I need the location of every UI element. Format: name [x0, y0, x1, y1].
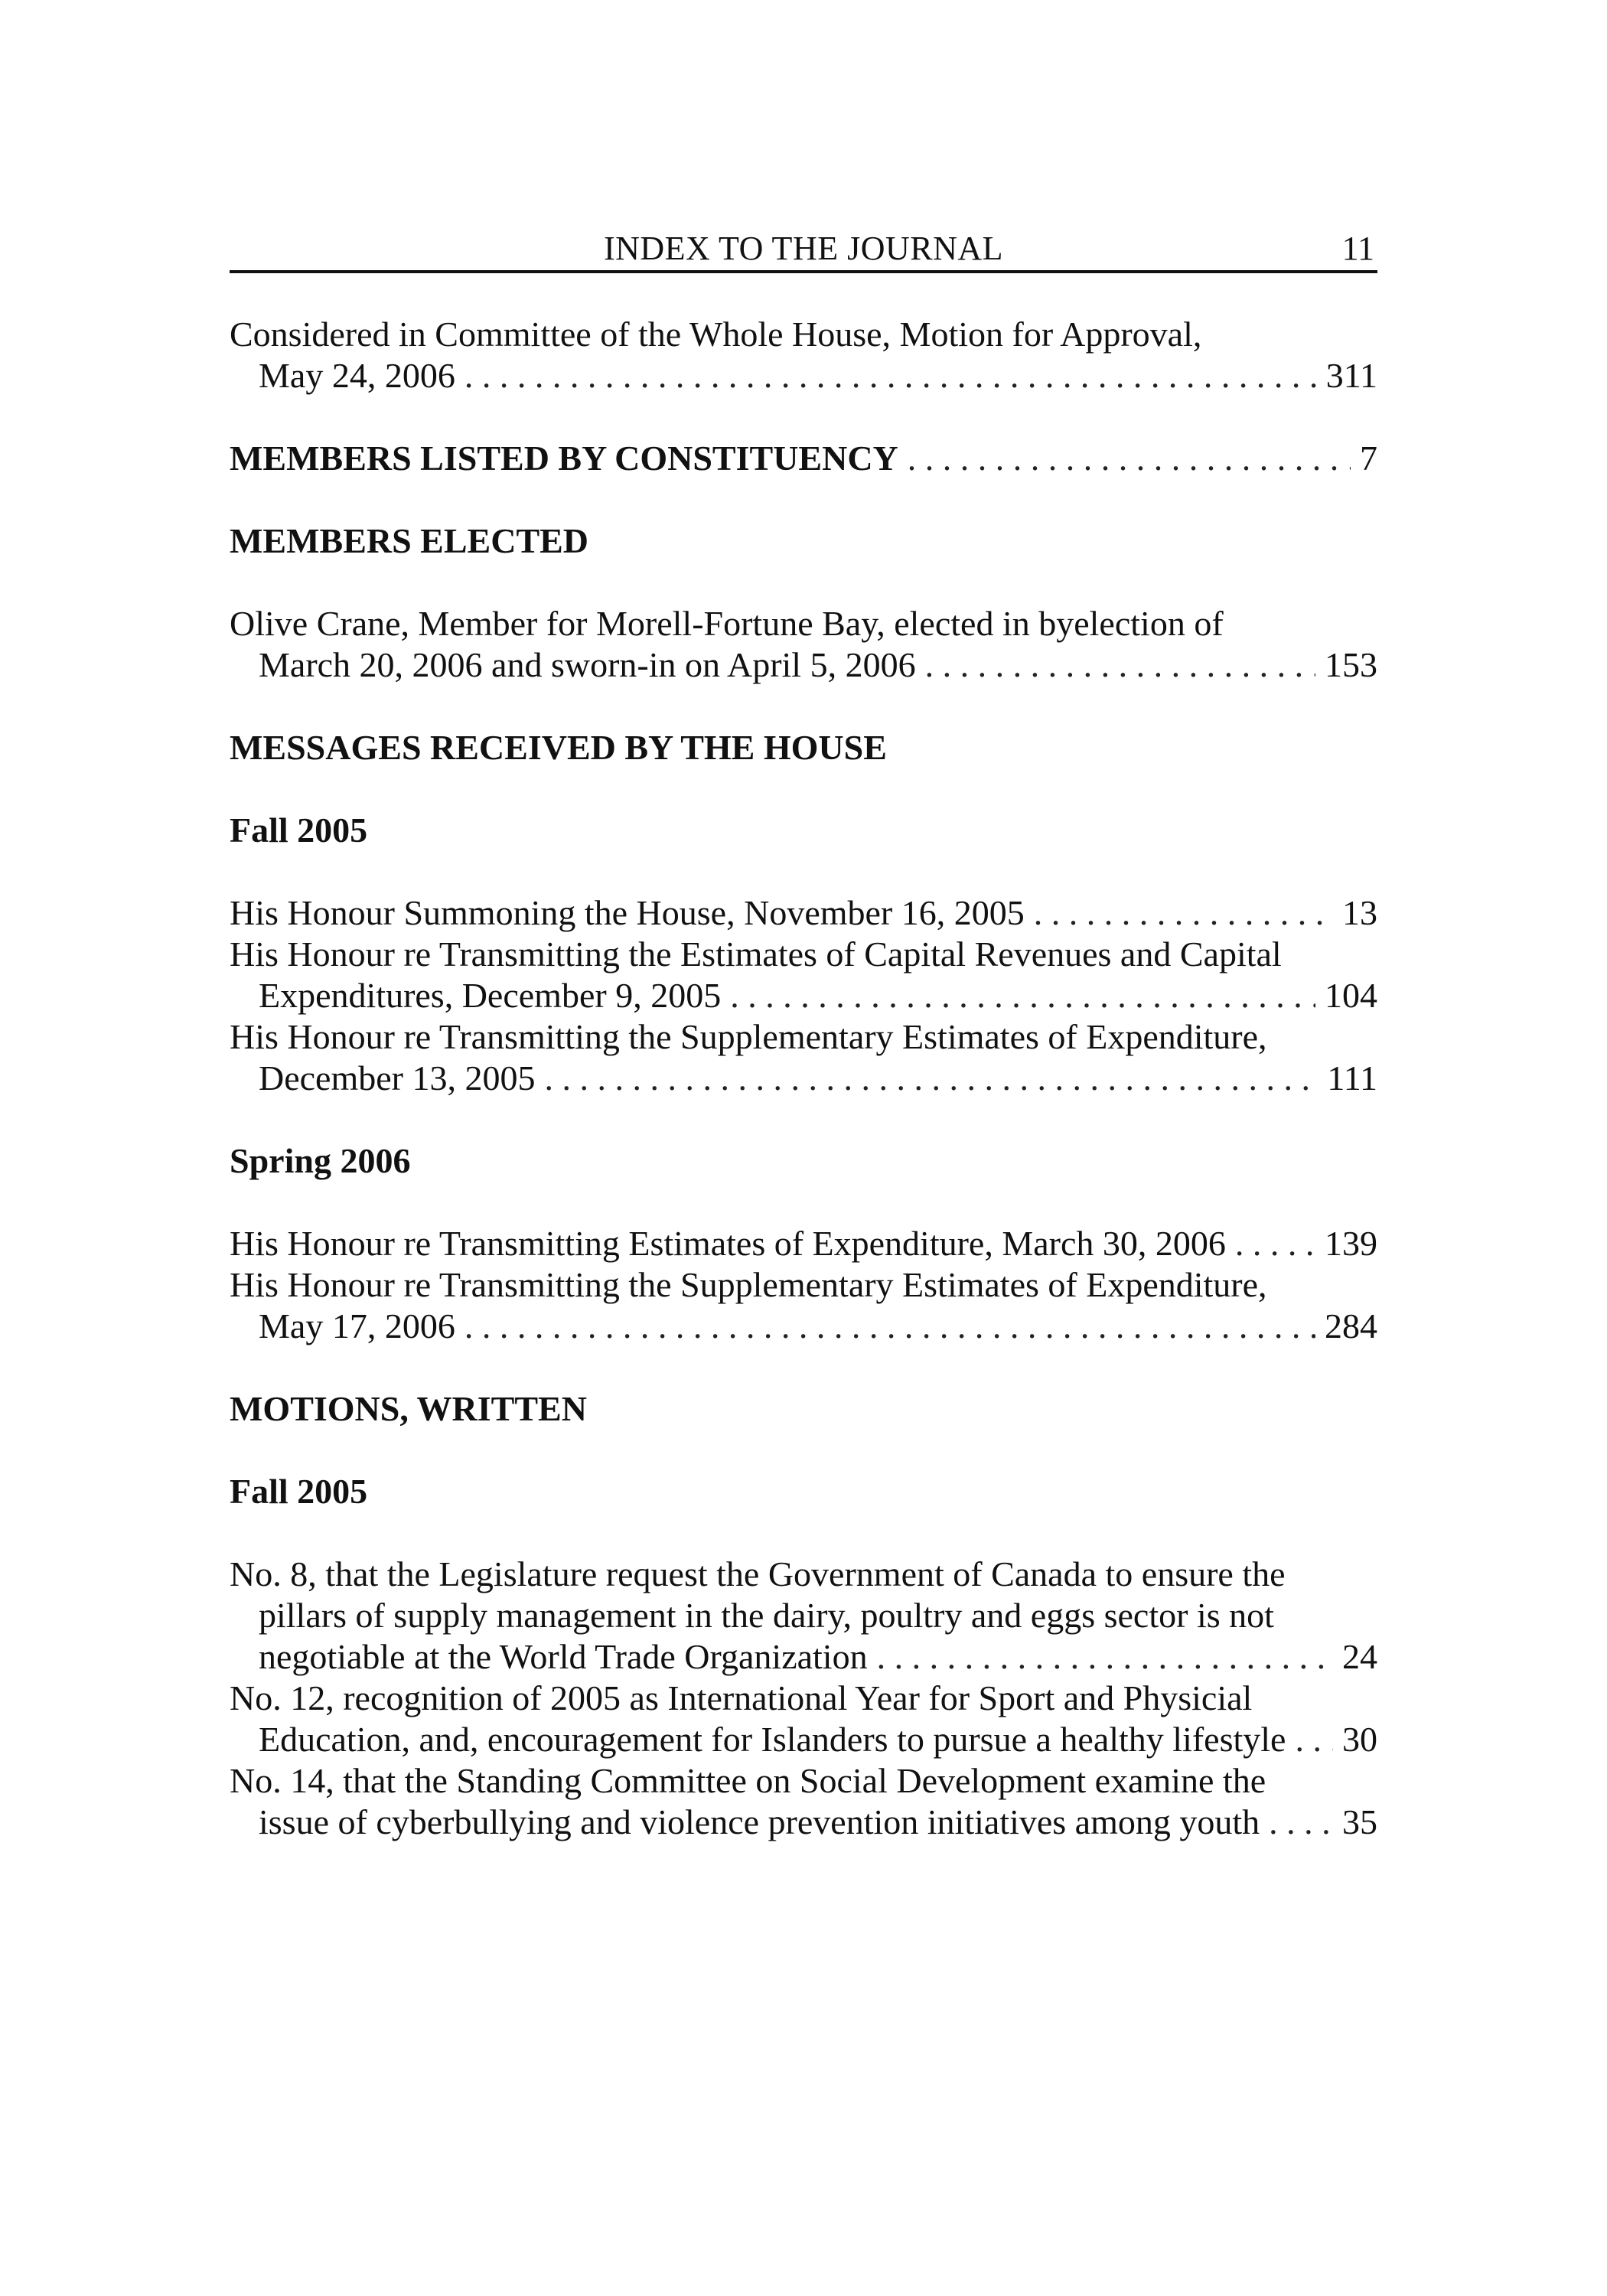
entry-leader-line — [230, 975, 1377, 1016]
entry-line: His Honour re Transmitting the Supplementary Estimates of Expenditure, — [230, 1017, 1267, 1056]
entry-leader-line — [230, 644, 1377, 686]
entry-text: Expenditures, December 9, 2005 — [259, 976, 722, 1015]
entry-text: May 24, 2006 — [259, 356, 455, 395]
entry-text: issue of cyberbullying and violence prevention initiatives among youth — [259, 1802, 1260, 1841]
section-heading: MOTIONS, WRITTEN — [230, 1389, 587, 1428]
entry-leader-line — [230, 892, 1377, 934]
entry-leader-line — [230, 1802, 1377, 1843]
entry-text: May 17, 2006 — [259, 1306, 455, 1345]
entry-leader-line — [230, 1719, 1377, 1760]
entry-leader-line — [230, 1223, 1377, 1264]
entry-line: His Honour re Transmitting the Supplementary Estimates of Expenditure, — [230, 1265, 1267, 1304]
entry-text: His Honour re Transmitting Estimates of Expenditure, March 30, 2006 — [230, 1224, 1226, 1263]
entry-line: No. 8, that the Legislature request the Government of Canada to ensure the — [230, 1554, 1286, 1593]
entry-page-ref: 311 — [1325, 356, 1377, 395]
dot-leader — [1295, 1719, 1333, 1760]
page-number: 11 — [1341, 230, 1374, 267]
entry-page-ref: 284 — [1325, 1306, 1377, 1345]
entry-page-ref: 111 — [1327, 1058, 1377, 1097]
entry-line: No. 14, that the Standing Committee on Social Development examine the — [230, 1761, 1266, 1800]
entry-page-ref: 35 — [1342, 1802, 1377, 1841]
entry-page-ref: 30 — [1342, 1720, 1377, 1759]
dot-leader — [1034, 892, 1333, 934]
dot-leader — [464, 1306, 1315, 1347]
subsection-heading: Fall 2005 — [230, 1472, 368, 1511]
entry-page-ref: 139 — [1325, 1224, 1377, 1263]
entry-line: His Honour re Transmitting the Estimates of Capital Revenues and Capital — [230, 934, 1282, 974]
entry-page-ref: 13 — [1342, 893, 1377, 932]
entry-text: His Honour Summoning the House, November 16, 2005 — [230, 893, 1025, 932]
running-head — [230, 226, 1377, 273]
entry-leader-line — [230, 1306, 1377, 1347]
entry-page-ref: 153 — [1325, 645, 1377, 684]
dot-leader — [925, 644, 1315, 686]
heading-leader-line — [230, 438, 1377, 479]
index-body — [230, 314, 1377, 1843]
dot-leader — [1235, 1223, 1315, 1264]
dot-leader — [877, 1636, 1333, 1678]
entry-leader-line — [230, 355, 1377, 396]
entry-text: Education, and, encouragement for Islanders to pursue a healthy lifestyle — [259, 1720, 1286, 1759]
subsection-heading: Fall 2005 — [230, 810, 368, 850]
section-heading: MEMBERS LISTED BY CONSTITUENCY — [230, 439, 898, 478]
entry-leader-line — [230, 1636, 1377, 1678]
entry-leader-line — [230, 1058, 1377, 1099]
subsection-heading: Spring 2006 — [230, 1141, 411, 1180]
dot-leader — [1269, 1802, 1333, 1843]
entry-text: negotiable at the World Trade Organization — [259, 1637, 868, 1676]
entry-text: December 13, 2005 — [259, 1058, 536, 1097]
section-heading: MEMBERS ELECTED — [230, 521, 589, 560]
dot-leader — [908, 438, 1351, 479]
entry-page-ref: 104 — [1325, 976, 1377, 1015]
running-head-title: INDEX TO THE JOURNAL — [603, 230, 1004, 267]
entry-line: No. 12, recognition of 2005 as International Year for Sport and Physicial — [230, 1678, 1253, 1717]
entry-page-ref: 24 — [1342, 1637, 1377, 1676]
entry-page-ref: 7 — [1360, 439, 1377, 478]
dot-leader — [545, 1058, 1319, 1099]
section-heading: MESSAGES RECEIVED BY THE HOUSE — [230, 728, 887, 767]
entry-line: Olive Crane, Member for Morell-Fortune Bay, elected in byelection of — [230, 604, 1224, 643]
entry-line: pillars of supply management in the dairy, poultry and eggs sector is not — [259, 1596, 1274, 1635]
entry-line: Considered in Committee of the Whole House, Motion for Approval, — [230, 315, 1202, 354]
dot-leader — [730, 975, 1315, 1016]
dot-leader — [464, 355, 1317, 396]
entry-text: March 20, 2006 and sworn-in on April 5, 2006 — [259, 645, 916, 684]
